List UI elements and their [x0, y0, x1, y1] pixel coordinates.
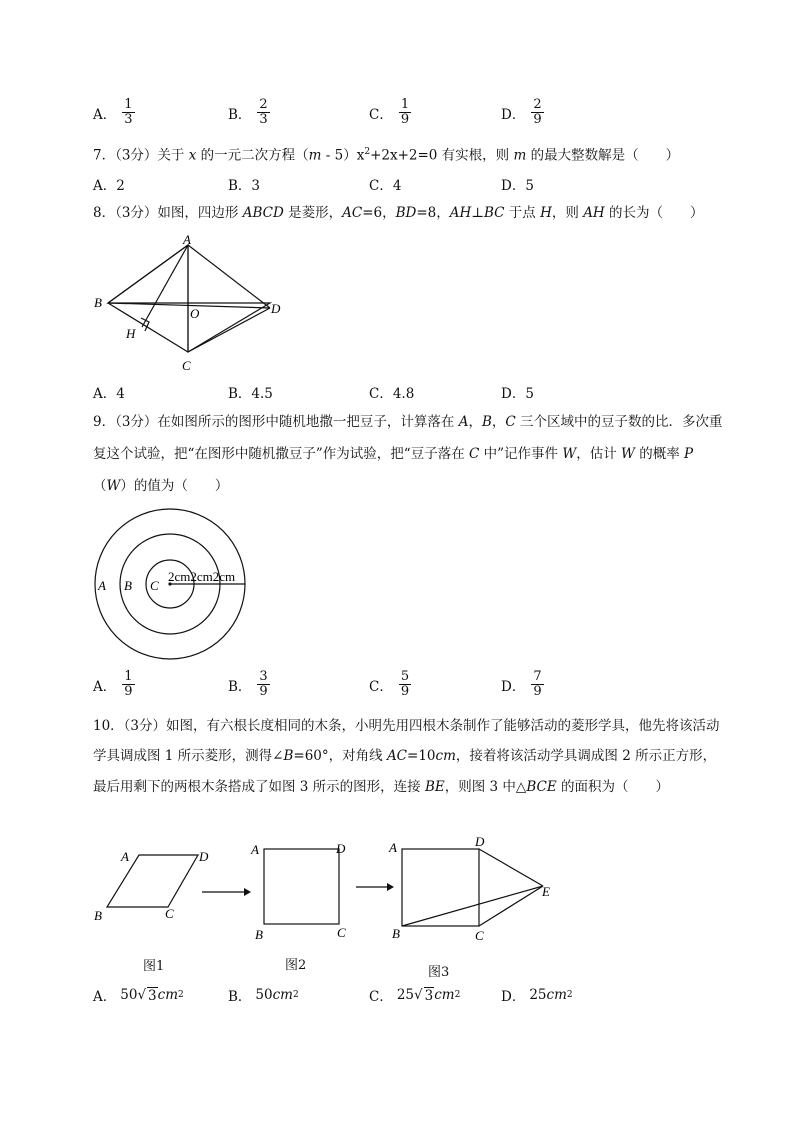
denominator: 9	[259, 684, 268, 699]
var: W	[621, 446, 635, 462]
arrow-1-head	[244, 888, 251, 896]
option-label: B．	[228, 106, 252, 123]
text: 9．（3分）在如图所示的图形中随机地撒一把豆子，计算落在	[93, 414, 459, 430]
text: =60°，对角线	[293, 748, 387, 764]
text: ，则	[551, 205, 584, 221]
option-label: D．	[501, 989, 526, 1005]
var: P	[684, 446, 694, 462]
fig1-label-c: C	[165, 906, 174, 921]
text: 最后用剩下的两根木条搭成了如图 3 所示的图形，连接	[93, 779, 425, 795]
var: AH	[583, 205, 605, 221]
option-text: B．3	[228, 178, 261, 194]
text: x	[356, 147, 365, 164]
option-label: C．	[369, 678, 393, 695]
option-text: C．4	[369, 178, 402, 194]
text: 的面积为（ ）	[556, 779, 669, 795]
fig3-label-b: B	[392, 926, 400, 941]
text: （	[93, 478, 107, 494]
fig2-label-b: B	[255, 927, 263, 942]
numerator: 1	[400, 97, 410, 112]
text: ，	[491, 414, 506, 430]
text: ）的值为（ ）	[120, 478, 229, 494]
option-label: C．	[369, 106, 393, 123]
fig3-label-c: C	[475, 928, 484, 943]
var: B	[283, 748, 294, 764]
label-o: O	[190, 306, 200, 321]
text: 的概率	[634, 446, 684, 462]
exponent: 2	[178, 990, 184, 1000]
numerator: 1	[124, 669, 133, 684]
numerator: 1	[124, 97, 133, 112]
var: C	[469, 446, 480, 462]
var: BD	[395, 205, 417, 221]
fig2-label-a: A	[251, 842, 259, 857]
fig1-label-a: A	[121, 849, 129, 864]
text: 中”记作事件	[479, 446, 563, 462]
text: 三个区域中的豆子数的比．多次重	[515, 414, 723, 430]
denominator: 3	[124, 112, 133, 127]
unit: cm	[435, 748, 456, 764]
exponent: 2	[364, 147, 371, 157]
unit: cm	[434, 987, 455, 1003]
fig3-ce	[479, 886, 543, 926]
option-text: A．2	[93, 178, 125, 194]
text: 复这个试验，把“在图形中随机撒豆子”作为试验，把“豆子落在	[93, 446, 469, 462]
denominator: 9	[533, 684, 542, 699]
option-label: A．	[93, 106, 117, 123]
var: BC	[484, 205, 505, 221]
sqrt-icon: √	[137, 987, 147, 1003]
label-b: B	[94, 295, 102, 310]
coefficient: 25	[529, 987, 547, 1003]
radicand: 3	[148, 987, 157, 1004]
fig1-label-b: B	[94, 908, 102, 923]
option-text: A．4	[93, 386, 125, 402]
label-c: C	[182, 358, 191, 373]
text: 的一元二次方程（	[196, 147, 309, 164]
text: 8．（3分）如图，四边形	[93, 205, 243, 221]
numerator: 5	[400, 669, 410, 684]
radii-label: 2cm2cm2cm	[168, 569, 236, 584]
label-d: D	[271, 301, 281, 316]
arrow-2-head	[387, 883, 394, 891]
var: AC	[342, 205, 363, 221]
var: BE	[424, 779, 445, 795]
var: BCE	[526, 779, 557, 795]
var: x	[188, 147, 197, 164]
text: ，	[468, 414, 482, 430]
var: AC	[386, 748, 408, 764]
denominator: 9	[400, 112, 410, 127]
text: ，估计	[576, 446, 622, 462]
var: A	[458, 414, 469, 430]
var: AH	[449, 205, 472, 221]
option-label: B．	[228, 678, 252, 695]
denominator: 9	[400, 684, 410, 699]
fig3-label-a: A	[389, 840, 397, 855]
region-a-label: A	[98, 578, 106, 593]
text: 的最大整数解是（ ）	[526, 147, 680, 164]
text: - 5）	[321, 147, 357, 164]
option-text: D．5	[501, 178, 534, 194]
option-text: B．4.5	[228, 386, 273, 402]
numerator: 7	[533, 669, 542, 684]
option-label: D．	[501, 678, 526, 695]
option-label: C．	[369, 989, 393, 1005]
numerator: 2	[259, 97, 268, 112]
var: ABCD	[242, 205, 284, 221]
text: 是菱形，	[283, 205, 343, 221]
denominator: 9	[533, 112, 542, 127]
label-h: H	[126, 326, 136, 341]
q10-option-b[interactable]	[228, 985, 299, 1005]
region-c-label: C	[150, 578, 159, 593]
fig2-square	[264, 849, 339, 924]
caption-fig3: 图3	[428, 965, 450, 980]
fig3-label-d: D	[475, 834, 485, 849]
numerator: 2	[533, 97, 542, 112]
q10-option-a[interactable]	[93, 985, 184, 1005]
text: +2x+2=0 有实根，则	[370, 147, 514, 164]
q10-option-d[interactable]	[501, 985, 573, 1005]
denominator: 3	[259, 112, 268, 127]
coefficient: 25	[396, 987, 415, 1003]
var: W	[106, 478, 121, 494]
var: H	[540, 205, 552, 221]
exponent: 2	[292, 990, 299, 1000]
text: ，接着将该活动学具调成图 2 所示正方形，	[455, 748, 717, 764]
coefficient: 50	[120, 987, 138, 1003]
q10-option-c[interactable]	[369, 985, 460, 1005]
fig3-label-e: E	[542, 884, 550, 899]
numerator: 3	[259, 669, 268, 684]
unit: cm	[546, 987, 567, 1003]
var: W	[562, 446, 577, 462]
text: 学具调成图 1 所示菱形，测得∠	[93, 748, 284, 764]
text: 于点	[504, 205, 541, 221]
label-a: A	[183, 232, 191, 247]
text: ，则图 3 中△	[444, 779, 527, 795]
caption-fig2: 图2	[285, 958, 307, 973]
text: =8，	[416, 205, 450, 221]
fig2-label-c: C	[337, 925, 346, 940]
option-label: A．	[93, 678, 117, 695]
unit: cm	[157, 987, 179, 1003]
var: m	[513, 147, 527, 164]
region-b-label: B	[124, 578, 132, 593]
text: =6，	[362, 205, 396, 221]
text: 7．（3分）关于	[93, 147, 189, 164]
text: =10	[407, 748, 436, 764]
var: m	[308, 147, 322, 164]
caption-fig1: 图1	[143, 959, 165, 974]
var: B	[481, 414, 492, 430]
denominator: 9	[124, 684, 133, 699]
var: C	[505, 414, 516, 430]
radicand: 3	[424, 987, 434, 1004]
text: 10．（3分）如图，有六根长度相同的木条，小明先用四根木条制作了能够活动的菱形学具，他先将该活动	[93, 718, 720, 734]
fig3-de	[479, 849, 543, 886]
option-text: C．4.8	[369, 386, 415, 402]
option-label: A．	[93, 989, 117, 1005]
text: 的长为（ ）	[604, 205, 704, 221]
option-label: B．	[228, 989, 252, 1005]
fig3-be	[402, 886, 543, 926]
fig2-label-d: D	[336, 841, 346, 856]
text: ⊥	[471, 205, 484, 221]
fig3-square	[402, 849, 479, 926]
option-label: D．	[501, 106, 526, 123]
fig1-label-d: D	[199, 849, 209, 864]
option-text: D．5	[501, 386, 534, 402]
unit: cm	[272, 987, 293, 1003]
exponent: 2	[454, 990, 461, 1000]
sqrt-icon: √	[414, 987, 423, 1003]
exponent: 2	[566, 990, 573, 1000]
coefficient: 50	[255, 987, 273, 1003]
